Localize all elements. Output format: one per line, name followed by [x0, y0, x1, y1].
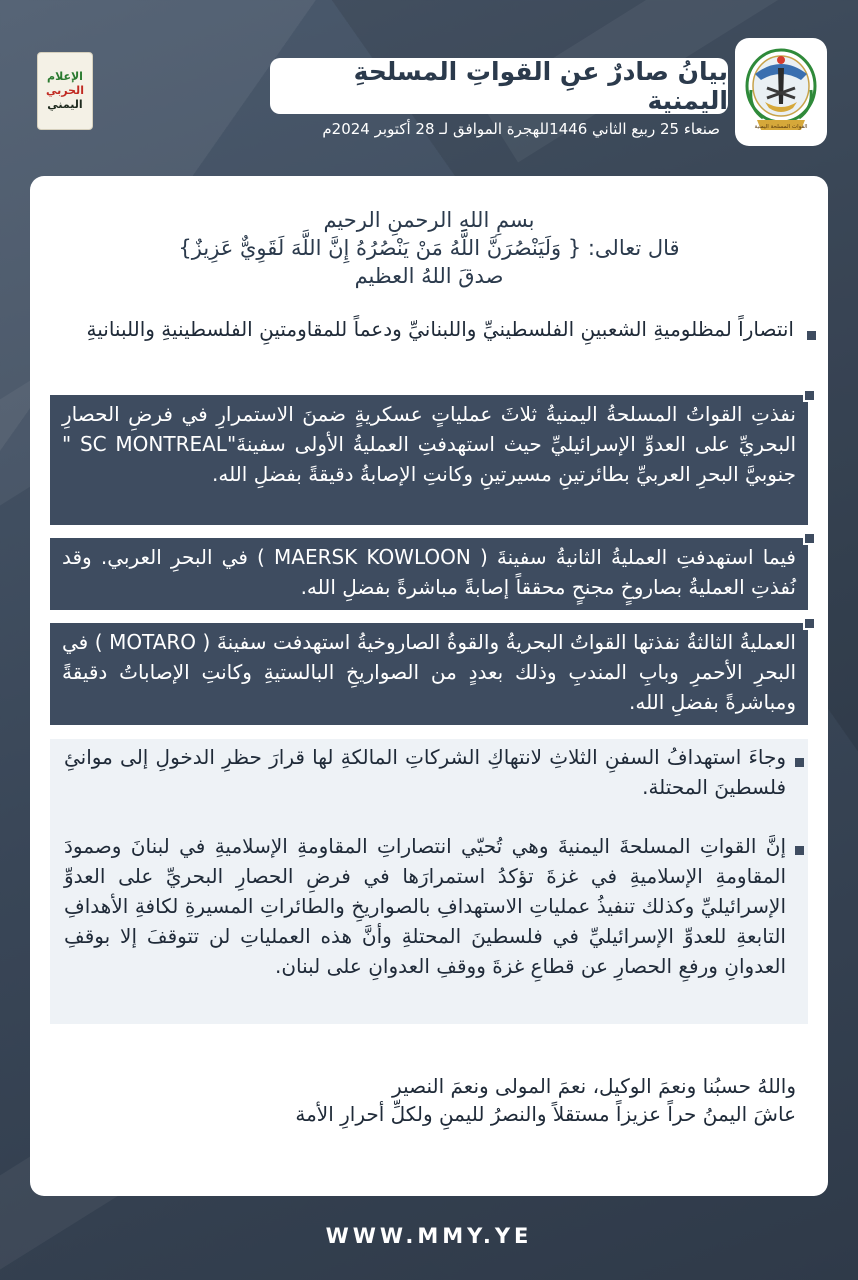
opening-section [30, 206, 828, 290]
emblem-caption: القوات المسلحة اليمنية [754, 124, 808, 130]
statement-card [30, 176, 828, 1196]
paragraph-text: العمليةُ الثالثةُ نفذتها القواتُ البحريةُ والقوةُ الصاروخيةُ استهدفت سفينةَ ( MOTARO ) في البحرِ الأحمرِ وبابِ المندبِ وذلك بعددٍ من الصواريخِ البالستيةِ وكانتِ الإصاباتُ دقيقةً ومباشرةً بفضلِ الله. [62, 630, 796, 714]
armed-forces-emblem-icon [741, 46, 821, 138]
statement-paragraph-highlight [50, 538, 808, 610]
bullet-marker [805, 534, 814, 543]
media-logo-line2: الحربي [46, 84, 84, 98]
basmala: بسمِ اللهِ الرحمنِ الرحيم [323, 208, 535, 232]
closing-line-2: عاشَ اليمنُ حراً عزيزاً مستقلاً والنصرُ لليمنِ ولكلِّ أحرارِ الأمة [295, 1102, 796, 1126]
bullet-marker [805, 391, 814, 400]
statement-paragraph-highlight [50, 395, 808, 525]
armed-forces-emblem-box [735, 38, 827, 146]
bullet-marker [807, 331, 816, 340]
paragraph-text: نفذتِ القواتُ المسلحةُ اليمنيةُ ثلاثَ عملياتٍ عسكريةٍ ضمنَ الاستمرارِ في فرضِ الحصارِ البحريِّ على العدوِّ الإسرائيليِّ حيث استهدفتِ العمليةُ الأولى سفينةَ"SC MONTREAL " جنوبيَّ البحرِ العربيِّ بطائرتينِ مسيرتينِ وكانتِ الإصابةُ دقيقةً بفضلِ الله. [62, 402, 796, 486]
statement-paragraph [64, 742, 786, 802]
bullet-marker [805, 619, 814, 628]
bullet-marker [795, 758, 804, 767]
war-media-logo [37, 52, 93, 130]
quran-verse: قال تعالى: { وَلَيَنْصُرَنَّ اللَّهُ مَنْ يَنْصُرُهُ إِنَّ اللَّهَ لَقَوِيٌّ عَزِيزٌ} [178, 236, 680, 260]
paragraph-text: فيما استهدفتِ العمليةُ الثانيةُ سفينةَ ( MAERSK KOWLOON ) في البحرِ العربي. وقد نُفذتِ العمليةُ بصاروخٍ مجنحٍ محققاً إصابةً مباشرةً بفضلِ الله. [62, 545, 796, 599]
media-logo-line3: اليمني [47, 97, 83, 111]
sadaqa-formula: صدقَ اللهُ العظيم [354, 264, 504, 288]
statement-title-box [270, 58, 728, 114]
media-logo-line1: الإعلام [47, 70, 83, 84]
paragraph-text: إنَّ القواتِ المسلحةَ اليمنيةَ وهي تُحيّي انتصاراتِ المقاومةِ الإسلاميةِ في لبنانَ وصمودَ المقاومةِ الإسلاميةِ في غزةَ تؤكدُ استمرارَها في فرضِ الحصارِ البحريِّ على العدوِّ الإسرائيليِّ وكذلك تنفيذُ عملياتِ الاستهدافِ بالصواريخِ والطائراتِ المسيرةِ لكافةِ الأهدافِ التابعةِ للعدوِّ الإسرائيليِّ في فلسطينَ المحتلةِ وأنَّ هذه العملياتِ لن تتوقفَ إلا بوقفِ العدوانِ ورفعِ الحصارِ عن قطاعِ غزةَ ووقفِ العدوانِ على لبنان. [64, 834, 786, 978]
paragraph-text: وجاءَ استهدافُ السفنِ الثلاثِ لانتهاكِ الشركاتِ المالكةِ لها قرارَ حظرِ الدخولِ إلى موانئِ فلسطينَ المحتلة. [64, 745, 786, 799]
statement-paragraph [64, 831, 786, 981]
date-line: صنعاء 25 ربيع الثاني 1446للهجرة الموافق لـ 28 أكتوبر 2024م [322, 120, 720, 138]
statement-paragraph-highlight [50, 623, 808, 725]
website-link[interactable]: WWW.MMY.YE [325, 1224, 533, 1248]
statement-paragraph [54, 314, 794, 344]
bullet-marker [795, 846, 804, 855]
paragraph-text: انتصاراً لمظلوميةِ الشعبينِ الفلسطينيِّ واللبنانيِّ ودعماً للمقاومتينِ الفلسطينيةِ واللبنانيةِ [86, 317, 794, 341]
closing-line-1: واللهُ حسبُنا ونعمَ الوكيل، نعمَ المولى ونعمَ النصير [392, 1074, 796, 1098]
closing-section [156, 1072, 796, 1128]
page-title: بيانُ صادرٌ عنِ القواتِ المسلحةِ اليمنية [353, 57, 728, 115]
